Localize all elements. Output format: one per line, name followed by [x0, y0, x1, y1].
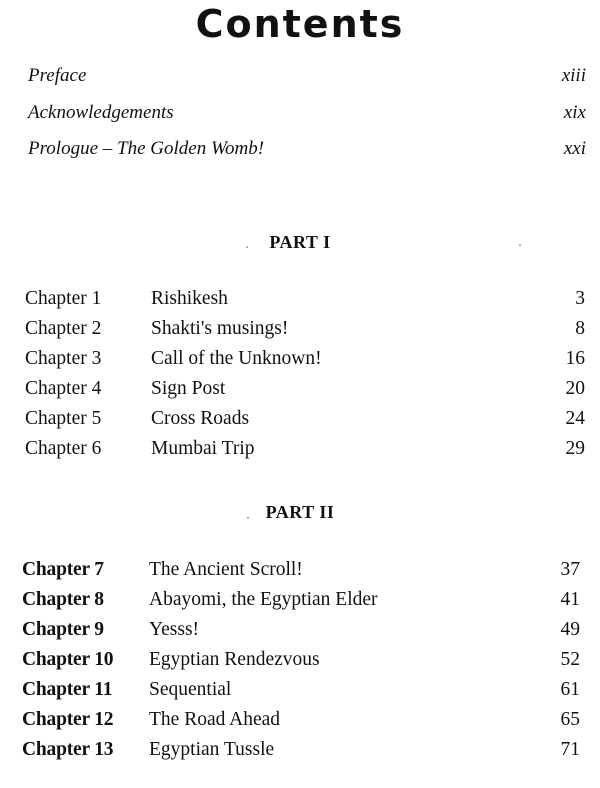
chapter-title: Sequential [149, 679, 232, 700]
chapter-row [25, 404, 585, 434]
front-matter-item [28, 98, 586, 128]
chapter-label: Chapter 11 [22, 679, 113, 700]
chapter-row [25, 344, 585, 374]
chapter-label: Chapter 8 [22, 589, 104, 610]
chapter-title: Rishikesh [151, 288, 228, 309]
chapter-page: 24 [565, 408, 585, 429]
chapter-page: 20 [565, 378, 585, 399]
chapter-label: Chapter 4 [25, 378, 102, 399]
scan-speck [247, 517, 249, 519]
chapter-label: Chapter 10 [22, 649, 114, 670]
front-matter-title: Preface [28, 65, 87, 86]
chapter-title: Egyptian Rendezvous [149, 649, 320, 670]
chapter-label: Chapter 7 [22, 559, 104, 580]
chapter-row [22, 705, 580, 735]
chapter-label: Chapter 2 [25, 318, 102, 339]
part-heading: PART I [269, 232, 331, 252]
chapter-row [22, 735, 580, 765]
chapter-label: Chapter 5 [25, 408, 102, 429]
chapter-row [25, 314, 585, 344]
chapter-row [25, 374, 585, 404]
chapter-row [22, 645, 580, 675]
chapter-title: The Ancient Scroll! [149, 559, 303, 580]
chapter-title: Sign Post [151, 378, 226, 399]
chapter-page: 71 [560, 739, 580, 760]
chapter-row [25, 434, 585, 464]
front-matter-title: Prologue – The Golden Womb! [28, 138, 265, 159]
chapter-row [22, 615, 580, 645]
chapter-page: 29 [565, 438, 585, 459]
page-title: Contents [195, 2, 405, 46]
chapter-row [25, 284, 585, 314]
chapter-row [22, 675, 580, 705]
chapter-title: Abayomi, the Egyptian Elder [149, 589, 378, 610]
chapter-page: 65 [560, 709, 580, 730]
chapter-page: 16 [565, 348, 585, 369]
chapter-title: The Road Ahead [149, 709, 281, 730]
chapter-label: Chapter 9 [22, 619, 104, 640]
front-matter-page: xiii [561, 65, 586, 86]
chapter-row [22, 555, 580, 585]
chapter-title: Egyptian Tussle [149, 739, 275, 760]
part-heading: PART II [265, 502, 335, 522]
front-matter-item [28, 61, 586, 91]
chapter-row [22, 585, 580, 615]
scan-speck [519, 244, 521, 246]
chapter-page: 49 [560, 619, 580, 640]
chapter-title: Cross Roads [151, 408, 250, 429]
front-matter-title: Acknowledgements [28, 102, 174, 123]
chapter-page: 3 [575, 288, 585, 309]
chapter-title: Shakti's musings! [151, 318, 289, 339]
front-matter-item [28, 134, 586, 164]
chapter-page: 37 [560, 559, 580, 580]
front-matter-page: xxi [563, 138, 586, 159]
chapter-label: Chapter 3 [25, 348, 102, 369]
chapter-label: Chapter 6 [25, 438, 102, 459]
chapter-label: Chapter 12 [22, 709, 114, 730]
chapter-label: Chapter 1 [25, 288, 102, 309]
chapter-title: Yesss! [149, 619, 200, 640]
chapter-label: Chapter 13 [22, 739, 114, 760]
chapter-page: 8 [575, 318, 585, 339]
chapter-page: 52 [560, 649, 580, 670]
front-matter-page: xix [563, 102, 586, 123]
scan-speck [246, 246, 248, 248]
chapter-page: 41 [560, 589, 580, 610]
chapter-page: 61 [560, 679, 580, 700]
chapter-title: Call of the Unknown! [151, 348, 322, 369]
chapter-title: Mumbai Trip [151, 438, 255, 459]
